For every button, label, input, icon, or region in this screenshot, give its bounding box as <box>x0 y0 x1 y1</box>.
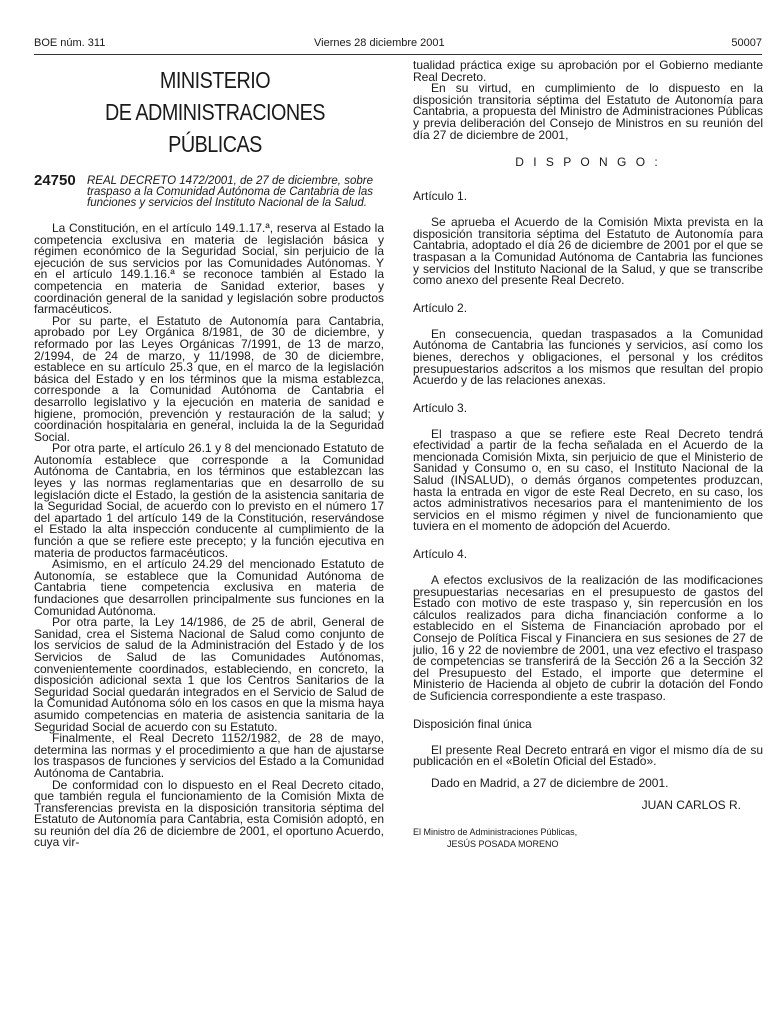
ministry-line: MINISTERIO <box>159 67 271 93</box>
publication-date: Viernes 28 diciembre 2001 <box>314 37 445 49</box>
bulletin-number: BOE núm. 311 <box>34 37 106 49</box>
body-paragraph: Por su parte, el Estatuto de Autonomía para Cantabria, aprobado por Ley Orgánica 8/1981, de 30 de diciembre, y reformado por las Leyes Orgánicas 7/1991, de 13 de marzo, 2/1994, de 24 de marzo, y 11/1998, de 30 de diciembre, establece en su artículo 25.3 que, en el marco de la legislación básica del Estado y en los términos que la misma establezca, corresponde a la Comunidad Autónoma de Cantabria el desarrollo legislativo y la ejecución en materia de sanidad e higiene, promoción, prevención y restauración de la salud; y coordinación hospitalaria en general, incluida la de la Seguridad Social. <box>34 313 384 444</box>
body-paragraph: Por otra parte, la Ley 14/1986, de 25 de abril, General de Sanidad, crea el Sistema Nacional de Salud como conjunto de los servicios de salud de la Administración del Estado y de los Servicios de Salud de las Comunidades Autónomas, convenientemente coordinados, estableciendo, en concreto, la disposición adicional sexta 1 que los Centros Sanitarios de la Seguridad Social quedarán integrados en el Servicio de Salud de la Comunidad Autónoma sólo en los casos en que la misma haya asumido competencias en materia de asistencia sanitaria de la Seguridad Social de acuerdo con su Estatuto. <box>34 615 384 734</box>
body-paragraph: De conformidad con lo dispuesto en el Real Decreto citado, que también regula el funcionamiento de la Comisión Mixta de Transferencias prevista en la disposición transitoria séptima del Estatuto de Autonomía para Cantabria, esta Comisión adoptó, en su reunión del día 26 de diciembre de 2001, el oportuno Acuerdo, cuya vir- <box>34 777 384 850</box>
dated-line: Dado en Madrid, a 27 de diciembre de 2001. <box>431 775 669 790</box>
ministry-heading <box>46 64 384 160</box>
article-title: Artículo 2. <box>413 300 468 315</box>
decree-title: REAL DECRETO 1472/2001, de 27 de diciembre, sobre traspaso a la Comunidad Autónoma de Cantabria de las funciones y servicios del Instituto Nacional de la Salud. <box>87 175 373 209</box>
dispongo-heading: D I S P O N G O : <box>515 155 661 170</box>
article-title: Artículo 3. <box>413 400 468 415</box>
right-column <box>413 60 763 850</box>
page-header <box>34 37 762 52</box>
body-paragraph: Asimismo, en el artículo 24.29 del mencionado Estatuto de Autonomía, se establece que la Comunidad Autónoma de Cantabria tiene competencia exclusiva en materia de fundaciones que desarrollen principalmente sus funciones en la Comunidad Autónoma. <box>34 557 384 618</box>
article-text: El traspaso a que se refiere este Real Decreto tendrá efectividad a partir de la fecha señalada en el Acuerdo de la mencionada Comisión Mixta, sin perjuicio de que el Ministerio de Sanidad y Consumo o, en su caso, el Instituto Nacional de la Salud (INSALUD), o demás órganos competentes produzcan, hasta la entrada en vigor de este Real Decreto, en su caso, los actos administrativos necesarios para el mantenimiento de los servicios en el mismo régimen y nivel de funcionamiento que tuviera en el momento de adopción del Acuerdo. <box>413 426 763 534</box>
article-text: Se aprueba el Acuerdo de la Comisión Mixta prevista en la disposición transitoria séptima del Estatuto de Autonomía para Cantabria, adoptado el día 26 de diciembre de 2001 por el que se traspasan a la Comunidad Autónoma de Cantabria las funciones y servicios del Instituto Nacional de la Salud, y que se transcribe como anexo del presente Real Decreto. <box>413 215 763 288</box>
article-title: Artículo 1. <box>413 189 468 204</box>
enacting-paragraph: En su virtud, en cumplimiento de lo dispuesto en la disposición transitoria séptima del Estatuto de Autonomía para Cantabria, a propuesta del Ministro de Administraciones Públicas y previa deliberación del Consejo de Ministros en su reunión del día 27 de diciembre de 2001, <box>413 81 763 142</box>
left-column <box>34 60 384 849</box>
article-text: A efectos exclusivos de la realización de las modificaciones presupuestarias necesarias en el presupuesto de gastos del Estado con motivo de este traspaso y, sin repercusión en los cálculos realizados para dicha financiación conforme a lo establecido en el Sistema de Financiación aprobado por el Consejo de Política Fiscal y Financiera en sus sesiones de 27 de julio, 16 y 22 de noviembre de 2001, una vez efectivo el traspaso de competencias se transferirá de la Sección 26 a la Sección 32 del Presupuesto del Estado, el importe que determine el Ministerio de Hacienda al objeto de cubrir la dotación del Fondo de Suficiencia correspondiente a este traspaso. <box>413 573 763 703</box>
minister-countersign <box>413 826 763 850</box>
body-paragraph: La Constitución, en el artículo 149.1.17.ª, reserva al Estado la competencia exclusiva en materia de legislación básica y régimen económico de la Seguridad Social, sin perjuicio de la ejecución de sus servicios por las Comunidades Autónomas. Y en el artículo 149.1.16.ª se reconoce también al Estado la competencia en materia de Sanidad exterior, bases y coordinación general de la sanidad y legislación sobre productos farmacéuticos. <box>34 221 384 317</box>
royal-signature: JUAN CARLOS R. <box>641 797 741 812</box>
minister-title: El Ministro de Administraciones Públicas, <box>413 826 578 837</box>
ministry-line: PÚBLICAS <box>168 131 262 157</box>
article-text: En consecuencia, quedan traspasados a la Comunidad Autónoma de Cantabria las funciones y servicios, así como los bienes, derechos y obligaciones, el personal y los créditos presupuestarios adscritos a los mismos que resultan del propio Acuerdo y de las relaciones anexas. <box>413 326 763 388</box>
decree-heading <box>34 174 384 209</box>
minister-name: JESÚS POSADA MORENO <box>447 838 559 849</box>
body-paragraph: Finalmente, el Real Decreto 1152/1982, de 28 de mayo, determina las normas y el procedimiento a que han de ajustarse los traspasos de funciones y servicios del Estado a la Comunidad Autónoma de Cantabria. <box>34 731 384 780</box>
decree-number: 24750 <box>34 172 76 189</box>
ministry-line: DE ADMINISTRACIONES <box>105 99 325 125</box>
header-rule <box>34 54 762 55</box>
body-paragraph: Por otra parte, el artículo 26.1 y 8 del mencionado Estatuto de Autonomía establece que corresponde a la Comunidad Autónoma de Cantabria, en los términos que establezcan las leyes y las normas reglamentarias que en desarrollo de su legislación dicte el Estado, la gestión de la asistencia sanitaria de la Seguridad Social, de acuerdo con lo previsto en el número 17 del apartado 1 del artículo 149 de la Constitución, reservándose el Estado la alta inspección conducente al cumplimiento de la función a que se refiere este precepto; y la función ejecutiva en materia de productos farmacéuticos. <box>34 441 384 560</box>
final-provision-title: Disposición final única <box>413 716 532 731</box>
page-number: 50007 <box>731 37 762 49</box>
continuation-paragraph: tualidad práctica exige su aprobación por el Gobierno mediante Real Decreto. <box>413 58 763 84</box>
article-title: Artículo 4. <box>413 547 468 562</box>
final-provision-text: El presente Real Decreto entrará en vigor el mismo día de su publicación en el «Boletín Oficial del Estado». <box>413 742 763 769</box>
